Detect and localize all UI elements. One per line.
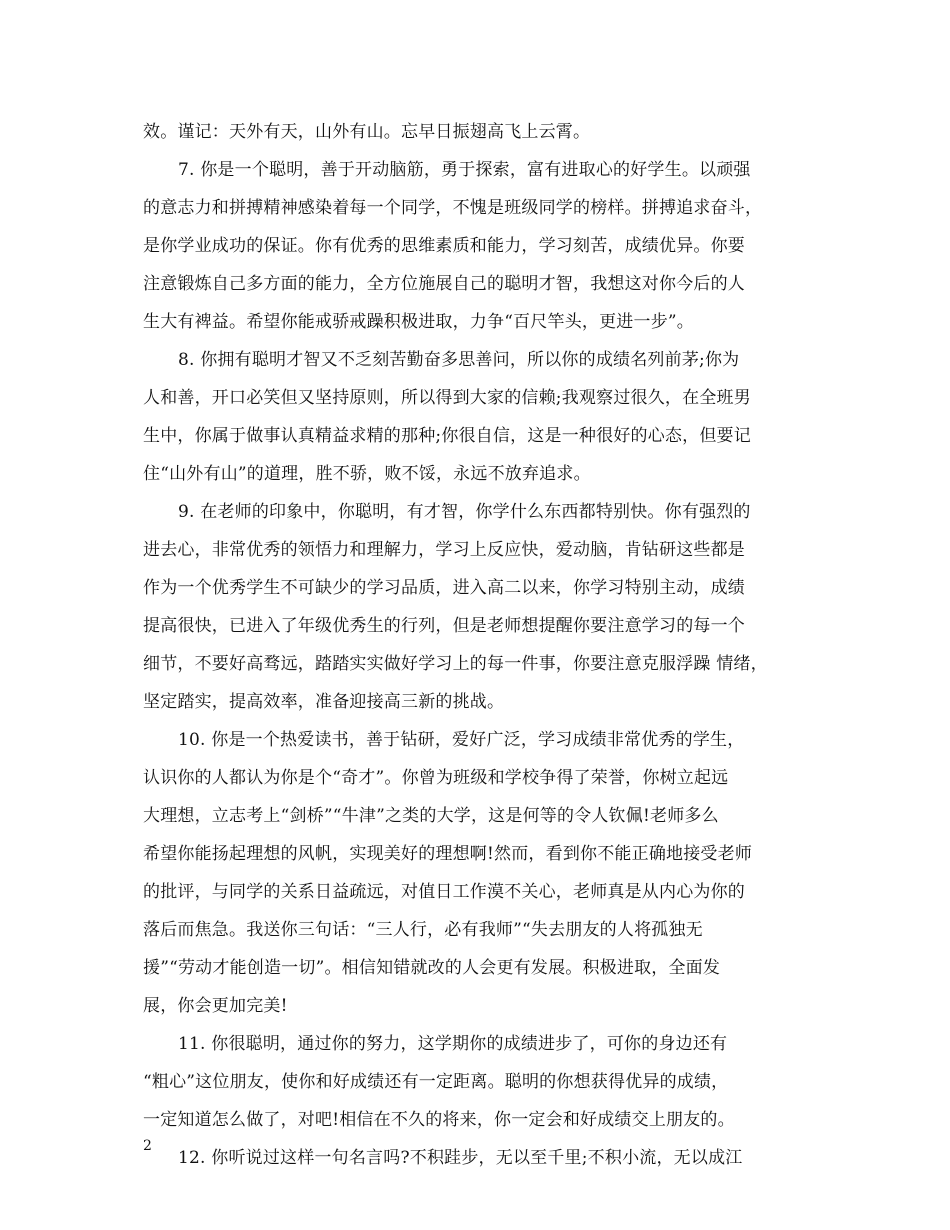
text-line: 效。谨记：天外有天，山外有山。忘早日振翅高飞上云霄。 [143,122,591,142]
text-line: 进去心，非常优秀的领悟力和理解力，学习上反应快，爱动脑，肯钻研这些都是 [143,540,745,560]
text-line: 9. 在老师的印象中，你聪明，有才智，你学什么东西都特别快。你有强烈的 [178,502,751,522]
text-line: 8. 你拥有聪明才智又不乏刻苦勤奋多思善问，所以你的成绩名列前茅;你为 [178,350,740,370]
text-line: 7. 你是一个聪明，善于开动脑筋，勇于探索，富有进取心的好学生。以顽强 [178,160,751,180]
text-line: “粗心”这位朋友，使你和好成绩还有一定距离。聪明的你想获得优异的成绩， [143,1072,729,1092]
text-line: 坚定踏实，提高效率，准备迎接高三新的挑战。 [143,692,505,712]
text-line: 注意锻炼自己多方面的能力，全方位施展自己的聪明才智，我想这对你今后的人 [143,274,745,294]
text-line: 认识你的人都认为你是个“奇才”。你曾为班级和学校争得了荣誉，你树立起远 [143,768,729,788]
page-number: 2 [143,1138,152,1154]
text-line: 10. 你是一个热爱读书，善于钻研，爱好广泛，学习成绩非常优秀的学生， [178,730,745,750]
text-line: 落后而焦急。我送你三句话：“三人行，必有我师”“失去朋友的人将孤独无 [143,920,703,940]
text-line: 生大有裨益。希望你能戒骄戒躁积极进取，力争“百尺竿头，更进一步”。 [143,312,694,332]
text-line: 作为一个优秀学生不可缺少的学习品质，进入高二以来，你学习特别主动，成绩 [143,578,745,598]
text-line: 人和善，开口必笑但又坚持原则，所以得到大家的信赖;我观察过很久，在全班男 [143,388,751,408]
text-line: 援”“劳动才能创造一切”。相信知错就改的人会更有发展。积极进取，全面发 [143,958,721,978]
text-line: 提高很快，已进入了年级优秀生的行列，但是老师想提醒你要注意学习的每一个 [143,616,745,636]
text-line: 细节，不要好高骛远，踏踏实实做好学习上的每一件事，你要注意克服浮躁 情绪， [143,654,768,674]
text-line: 一定知道怎么做了，对吧!相信在不久的将来，你一定会和好成绩交上朋友的。 [143,1110,735,1130]
text-line: 大理想，立志考上“剑桥”“牛津”之类的大学，这是何等的令人钦佩!老师多么 [143,806,719,826]
text-line: 生中，你属于做事认真精益求精的那种;你很自信，这是一种很好的心态，但要记 [143,426,751,446]
text-line: 12. 你听说过这样一句名言吗?不积跬步，无以至千里;不积小流，无以成江 [178,1148,743,1168]
text-line: 的批评，与同学的关系日益疏远，对值日工作漠不关心，老师真是从内心为你的 [143,882,745,902]
text-line: 住“山外有山”的道理，胜不骄，败不馁，永远不放弃追求。 [143,464,591,484]
text-line: 是你学业成功的保证。你有优秀的思维素质和能力，学习刻苦，成绩优异。你要 [143,236,745,256]
text-line: 的意志力和拼搏精神感染着每一个同学，不愧是班级同学的榜样。拼搏追求奋斗， [143,198,763,218]
body-text [143,113,815,1177]
text-line: 展，你会更加完美! [143,996,288,1016]
text-line: 希望你能扬起理想的风帆，实现美好的理想啊!然而，看到你不能正确地接受老师 [143,844,753,864]
text-line: 11. 你很聪明，通过你的努力，这学期你的成绩进步了，可你的身边还有 [178,1034,728,1054]
